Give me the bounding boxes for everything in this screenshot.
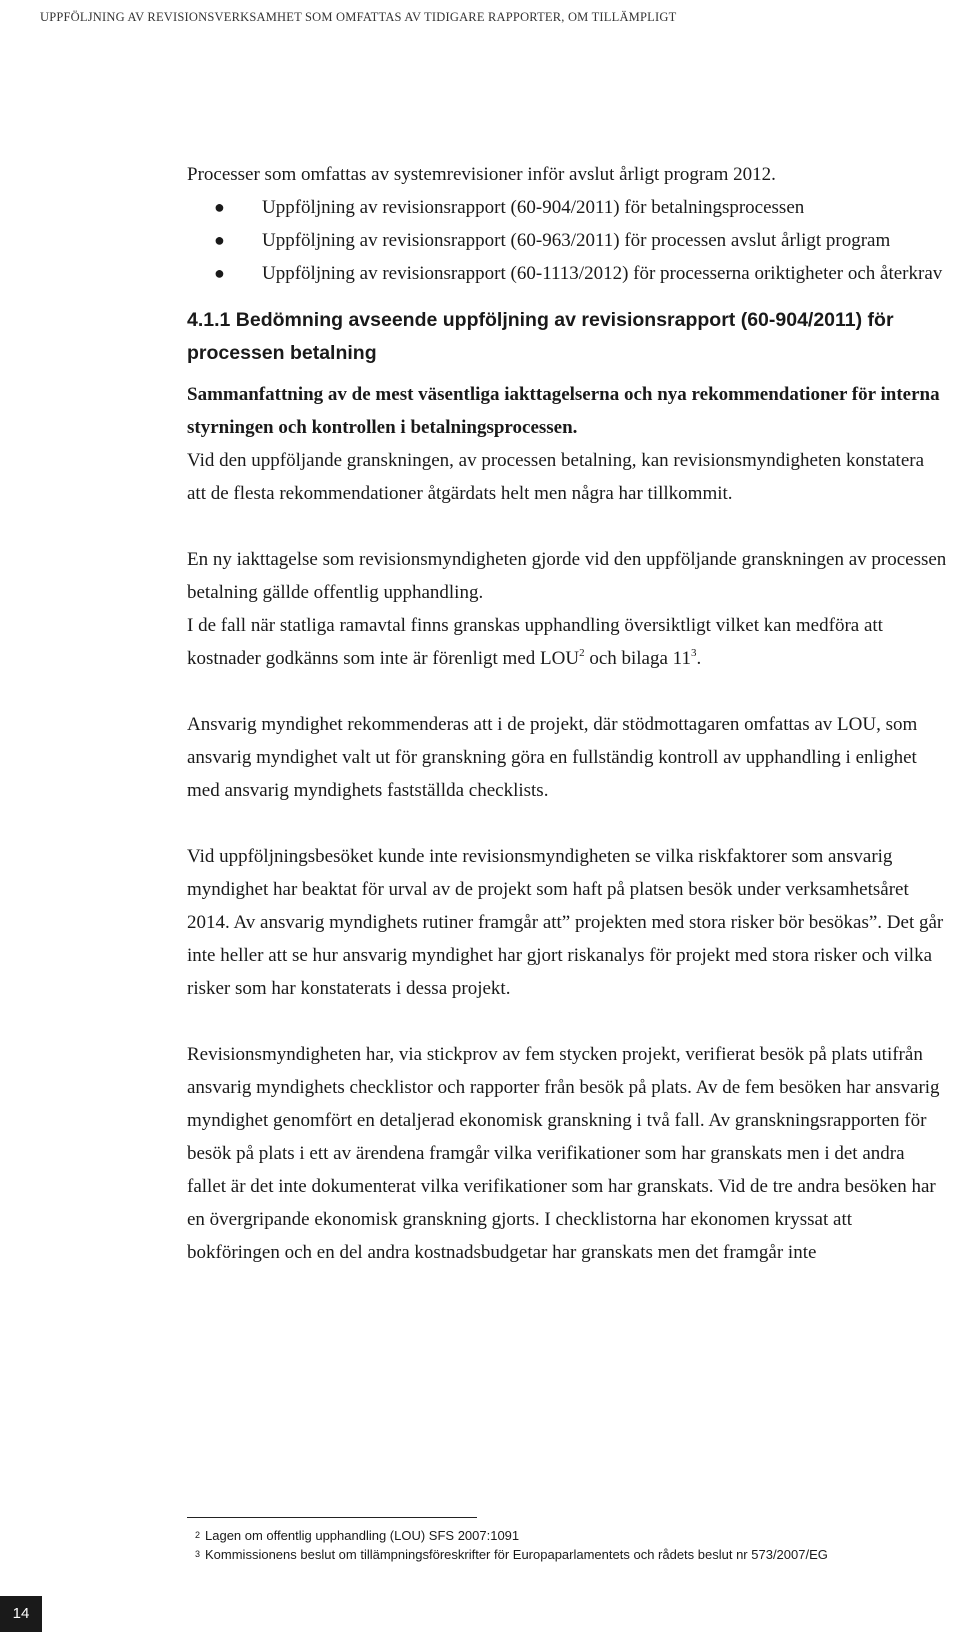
process-list xyxy=(187,191,947,290)
page-body xyxy=(187,158,947,1269)
paragraph: Revisionsmyndigheten har, via stickprov av fem stycken projekt, verifierat besök på plats utifrån ansvarig myndighets checklistor och rapporter från besök på plats. Av de fem besöken har ansvarig myndighet genomfört en detaljerad ekonomisk granskning i två fall. Av granskningsrapporten för besök på plats i ett av ärendena framgår vilka verifikationer som har granskats men i det andra fallet är det inte dokumenterat vilka verifikationer som har granskats. Vid de tre andra besöken har en övergripande ekonomisk granskning gjorts. I checklistorna har ekonomen kryssat att bokföringen och en del andra kostnadsbudgetar har granskats men det framgår inte xyxy=(187,1044,940,1263)
footnotes xyxy=(187,1517,947,1564)
list-item-text: Uppföljning av revisionsrapport (60-1113/2012) för processerna oriktigheter och återkrav xyxy=(262,263,943,284)
footnote-divider xyxy=(187,1517,477,1518)
paragraph-with-footnotes: I de fall när statliga ramavtal finns granskas upphandling översiktligt vilket kan medföra att kostnader godkänns som inte är förenligt med LOU$^2$ och bilaga $11^3$. xyxy=(187,615,883,669)
bullet-icon: ● xyxy=(214,197,225,217)
paragraph: Vid den uppföljande granskningen, av processen betalning, kan revisionsmyndigheten konstatera att de flesta rekommendationer åtgärdats helt men några har tillkommit. xyxy=(187,450,925,504)
list-item xyxy=(187,224,947,257)
paragraph: En ny iakttagelse som revisionsmyndigheten gjorde vid den uppföljande granskningen av processen betalning gällde offentlig upphandling. xyxy=(187,549,947,603)
page-number: 14 xyxy=(0,1596,42,1632)
paragraph: Ansvarig myndighet rekommenderas att i de projekt, där stödmottagaren omfattas av LOU, som ansvarig myndighet valt ut för granskning göra en fullständig kontroll av upphandling i enlighet med ansvarig myndighets fastställda checklists. xyxy=(187,714,918,801)
list-item-text: Uppföljning av revisionsrapport (60-963/2011) för processen avslut årligt program xyxy=(262,230,891,251)
running-header: UPPFÖLJNING AV REVISIONSVERKSAMHET SOM OMFATTAS AV TIDIGARE RAPPORTER, OM TILLÄMPLIGT xyxy=(40,10,677,24)
intro-paragraph: Processer som omfattas av systemrevisioner inför avslut årligt program 2012. xyxy=(187,164,776,185)
bullet-icon: ● xyxy=(214,230,225,250)
list-item-text: Uppföljning av revisionsrapport (60-904/2011) för betalningsprocessen xyxy=(262,197,805,218)
footnote: 3 Kommissionens beslut om tillämpningsföreskrifter för Europaparlamentets och rådets beslut nr 573/2007/EG xyxy=(195,1547,828,1562)
paragraph: Vid uppföljningsbesöket kunde inte revisionsmyndigheten se vilka riskfaktorer som ansvarig myndighet har beaktat för urval av de projekt som haft på platsen besök under verksamhetsåret 2014. Av ansvarig myndighets rutiner framgår att” projekten med stora risker bör besökas”. Det går inte heller att se hur ansvarig myndighet har gjort riskanalys för projekt med stora risker och vilka risker som har konstaterats i dessa projekt. xyxy=(187,846,944,999)
footnote-ref[interactable]: 2 xyxy=(579,647,585,659)
section-heading: 4.1.1 Bedömning avseende uppföljning av revisionsrapport (60-904/2011) för processen betalning xyxy=(187,309,894,364)
bullet-icon: ● xyxy=(214,263,225,283)
footnote-ref[interactable]: 3 xyxy=(690,647,697,659)
list-item xyxy=(187,191,947,224)
list-item xyxy=(187,257,947,290)
summary-paragraph: Sammanfattning av de mest väsentliga iakttagelserna och nya rekommendationer för interna styrningen och kontrollen i betalningsprocessen. xyxy=(187,384,940,438)
footnote: 2 Lagen om offentlig upphandling (LOU) SFS 2007:1091 xyxy=(195,1528,520,1543)
